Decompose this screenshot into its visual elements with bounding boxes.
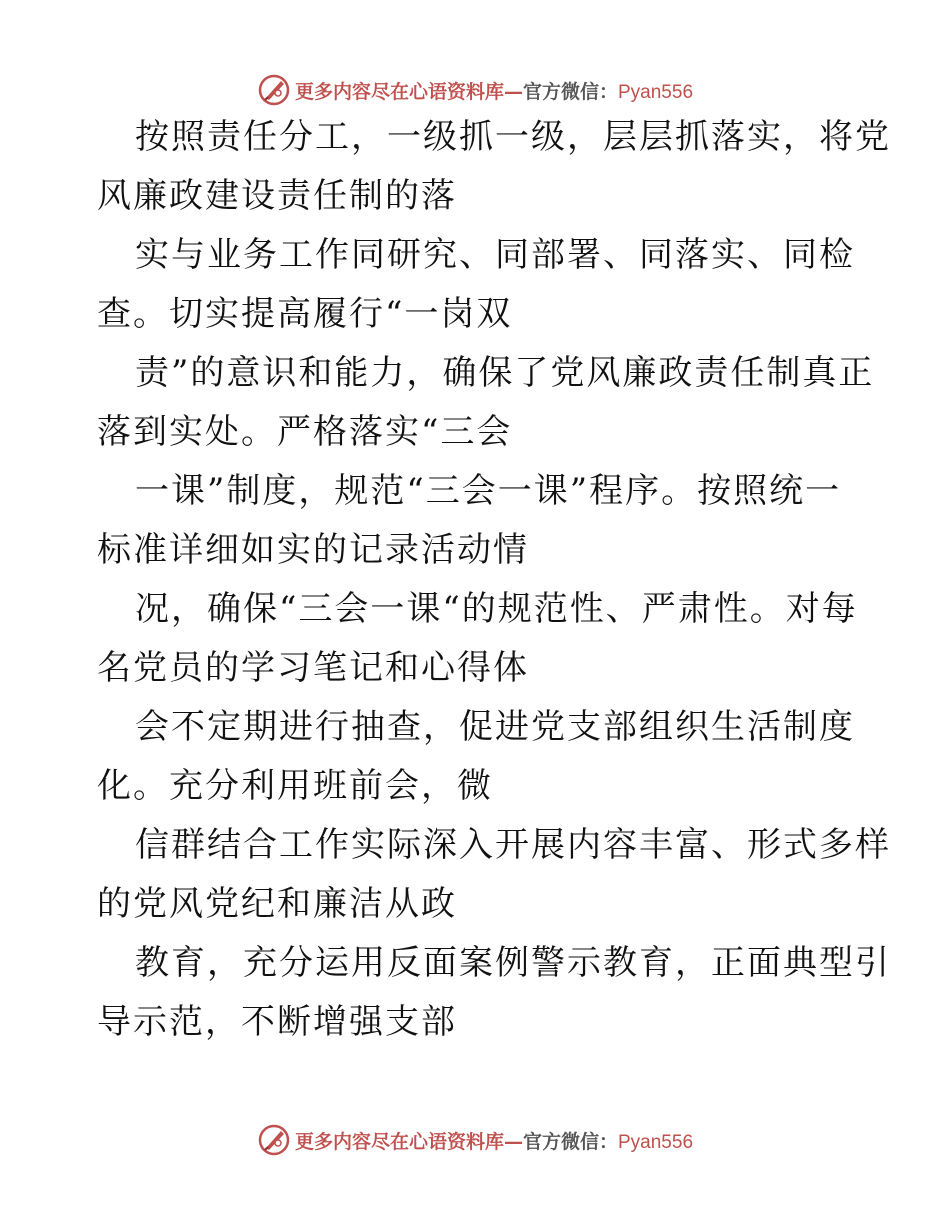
body-line: 查。切实提高履行“一岗双 [97,294,513,334]
header-separator: — [503,80,523,103]
body-line: 实与业务工作同研究、同部署、同落实、同检 [135,235,855,275]
body-line: 导示范，不断增强支部 [97,1002,457,1042]
body-line: 教育，充分运用反面案例警示教育，正面典型引 [135,943,891,983]
header-wechat-label: 官方微信： [522,80,618,103]
body-line: 标准详细如实的记录活动情 [97,530,529,570]
body-line: 的党风党纪和廉洁从政 [97,884,457,924]
body-line: 会不定期进行抽查，促进党支部组织生活制度 [135,707,855,747]
body-line: 按照责任分工，一级抓一级，层层抓落实，将党 [135,117,891,157]
header-wechat-id: Pyan556 [618,81,694,103]
body-line: 信群结合工作实际深入开展内容丰富、形式多样 [135,825,891,865]
footer-banner [0,1120,950,1160]
footer-separator: — [503,1130,523,1153]
body-line: 况，确保“三会一课“的规范性、严肃性。对每 [135,589,858,629]
quill-logo-icon [257,73,291,107]
footer-text [295,1127,693,1154]
body-line: 名党员的学习笔记和心得体 [97,648,529,688]
footer-wechat-id: Pyan556 [618,1131,694,1153]
header-brand: 更多内容尽在心语资料库 [294,80,504,103]
footer-wechat-label: 官方微信： [522,1130,618,1153]
body-line: 落到实处。严格落实“三会 [97,412,513,452]
body-line: 一课”制度，规范“三会一课”程序。按照统一 [135,471,842,511]
body-line: 风廉政建设责任制的落 [97,176,457,216]
body-line: 化。充分利用班前会，微 [97,766,493,806]
header-banner [0,70,950,110]
quill-logo-icon [257,1123,291,1157]
header-text [295,77,693,104]
footer-brand: 更多内容尽在心语资料库 [294,1130,504,1153]
body-line: 责”的意识和能力，确保了党风廉政责任制真正 [135,353,875,393]
